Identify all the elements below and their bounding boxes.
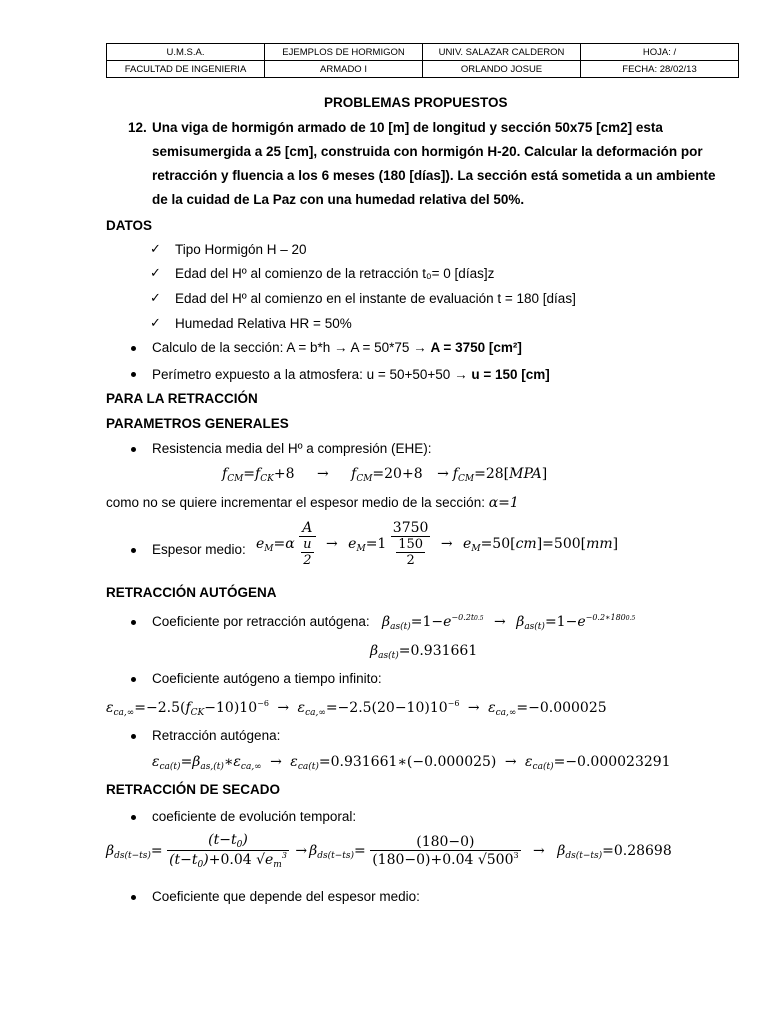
beta-ds-result: =0.28698 [602, 843, 672, 859]
header-author-name: ORLANDO JOSUE [423, 61, 581, 78]
bullet-icon [131, 447, 136, 452]
alpha-value: α=1 [488, 495, 519, 511]
check-icon: ✓ [150, 290, 161, 305]
resistencia-label: Resistencia media del Hº a compresión (EHE): [152, 441, 432, 456]
check-icon: ✓ [150, 241, 161, 256]
header-sheet: HOJA: / [581, 44, 739, 61]
espesor-nota [106, 495, 519, 511]
bullet-icon [131, 734, 136, 739]
eps-ca-result: =−0.000023291 [553, 754, 671, 770]
autogena-heading: RETRACCIÓN AUTÓGENA [106, 585, 277, 600]
secado-heading: RETRACCIÓN DE SECADO [106, 782, 281, 797]
perimetro-calc [152, 367, 550, 382]
datos-item-tipo: Tipo Hormigón H – 20 [175, 242, 307, 257]
eps-ca-inf-formula: $\varepsilon_{ca,\infty}=-2.5(f_{CK}-10)10^{-6} \to \varepsilon_{ca,\infty}=-2.5(20-10)10^{-6} \to \varepsilon_{ca,\infty}=-0.000025$ [106, 699, 607, 718]
bullet-icon [131, 895, 136, 900]
datos-heading: DATOS [106, 218, 153, 233]
datos-item-edad-retraccion: Edad del Hº al comienzo de la retracción t₀= 0 [días]z [175, 266, 495, 281]
beta-as-number: =0.931661 [398, 643, 478, 659]
datos-item-edad-evaluacion: Edad del Hº al comienzo en el instante de evaluación t = 180 [días] [175, 291, 576, 306]
beta-ds-formula: $\beta_{ds(t-ts)}=$ $\frac{(t-t_0)}{(t-t_0)+0.04 √e_m^3}$ → $\beta_{ds(t-ts)}=$ $\frac{(180-0)}{(180-0)+0.04 √500^3}$ → $\beta_{ds(t-ts)}=0.28698$ [106, 832, 672, 870]
header-subject: EJEMPLOS DE HORMIGON [265, 44, 423, 61]
check-icon: ✓ [150, 265, 161, 280]
ret-autogena-label: Retracción autógena: [152, 728, 281, 743]
bullet-icon [131, 815, 136, 820]
problem-line-3: retracción y fluencia a los 6 meses (180 [días]). La sección está sometida a un ambiente [152, 168, 716, 183]
perimetro-text: Perímetro expuesto a la atmosfera: u = 50+50+50 → [152, 367, 472, 382]
bullet-icon [131, 548, 136, 553]
header-table [106, 43, 739, 78]
problem-line-2: semisumergida a 25 [cm], construida con hormigón H-20. Calcular la deformación por [152, 144, 703, 159]
perimetro-result: u = 150 [cm] [471, 367, 550, 382]
espesor-label: Espesor medio: [152, 542, 246, 557]
bullet-icon [131, 346, 136, 351]
check-icon: ✓ [150, 315, 161, 330]
header-faculty: FACULTAD DE INGENIERIA [107, 61, 265, 78]
header-institution: U.M.S.A. [107, 44, 265, 61]
seccion-result: A = 3750 [cm²] [430, 340, 522, 355]
fcm-formula: $f_{CM}=f_{CK}+8 \to f_{CM}=20+8 \to f_{CM}=28[MPA]$ [222, 466, 548, 484]
header-course: ARMADO I [265, 61, 423, 78]
coef-autogena-label: Coeficiente por retracción autógena: [152, 614, 370, 629]
page-title: PROBLEMAS PROPUESTOS [324, 95, 508, 110]
retraccion-heading: PARA LA RETRACCIÓN [106, 391, 258, 406]
coef-inf-label: Coeficiente autógeno a tiempo infinito: [152, 671, 382, 686]
bullet-icon [131, 372, 136, 377]
espesor-formula: $e_M=\alpha$ $\frac{A}{\frac{u}{2}}$ → $e_M=1$ $\frac{3750}{\frac{150}{2}}$ → $e_M=50[cm]=500[mm]$ [256, 520, 619, 568]
eps-ca-formula: $\varepsilon_{ca(t)}=\beta_{as,(t)}∗\varepsilon_{ca,\infty}$ → $\varepsilon_{ca(t)}=0.931661∗(-0.000025) \to \varepsilon_{ca(t)}=-0.000023291$ [152, 754, 671, 772]
beta-as-value: $\beta_{as(t)}=0.931661$ [370, 643, 478, 661]
datos-item-humedad: Humedad Relativa HR = 50% [175, 316, 352, 331]
beta-as-formula: $\beta_{as(t)}=1-e^{-0.2t0.5} \to \beta_{as(t)}=1-e^{-0.2∗1800.5}$ [382, 613, 636, 632]
problem-number: 12. [128, 120, 147, 135]
eps-ca-mid: =0.931661∗(−0.000025) [318, 754, 497, 770]
eps-ca-inf-result: =−0.000025 [516, 700, 607, 716]
header-date: FECHA: 28/02/13 [581, 61, 739, 78]
header-author: UNIV. SALAZAR CALDERON [423, 44, 581, 61]
problem-line-4: de la cuidad de La Paz con una humedad relativa del 50%. [152, 192, 525, 207]
evol-label: coeficiente de evolución temporal: [152, 809, 357, 824]
espesor-nota-text: como no se quiere incrementar el espesor medio de la sección: [106, 495, 489, 510]
seccion-calc [152, 340, 522, 355]
seccion-text: Calculo de la sección: A = b*h → A = 50*75 → [152, 340, 431, 355]
bullet-icon [131, 677, 136, 682]
problem-line-1: Una viga de hormigón armado de 10 [m] de longitud y sección 50x75 [cm2] esta [152, 120, 663, 135]
espesor-coef-label: Coeficiente que depende del espesor medio: [152, 889, 420, 904]
parametros-heading: PARAMETROS GENERALES [106, 416, 289, 431]
bullet-icon [131, 620, 136, 625]
